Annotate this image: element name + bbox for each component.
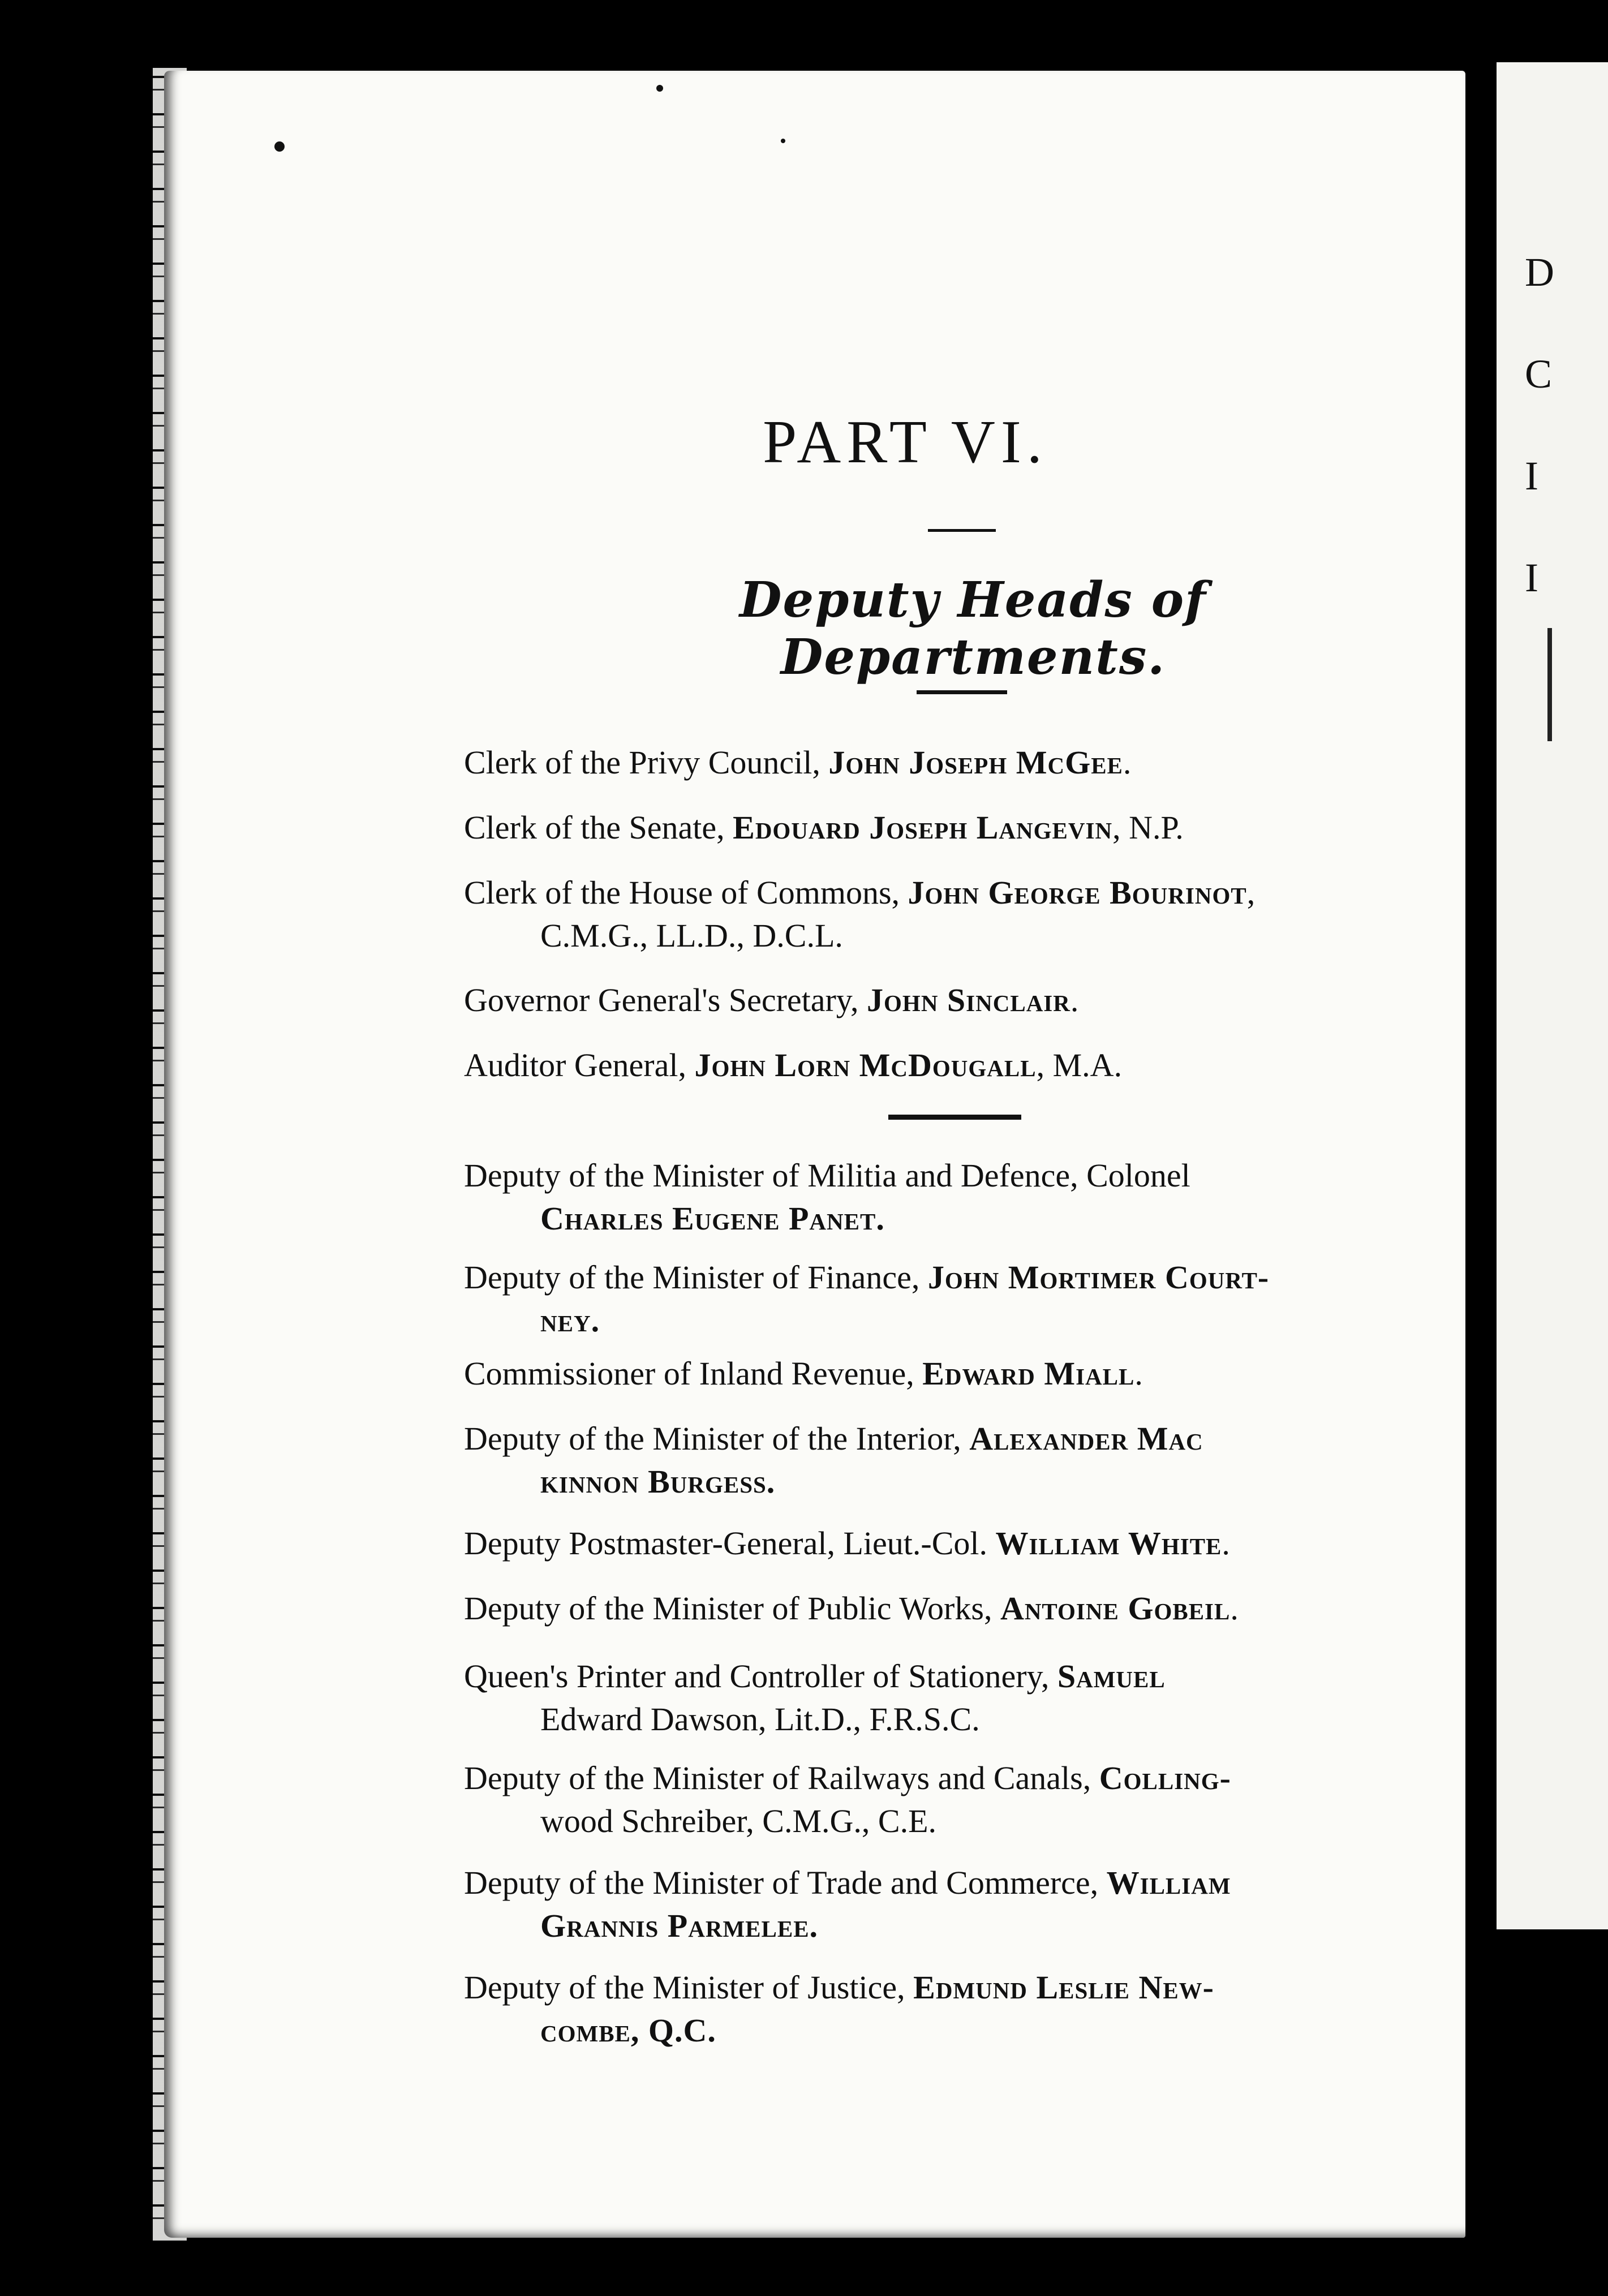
divider [928,529,996,532]
entry-suffix: , [1246,874,1256,911]
part-title: PART VI. [763,409,1048,476]
entry-suffix: . [1222,1525,1230,1562]
entry-name: Alexander Mac [969,1420,1203,1457]
entry-name: Edouard Joseph Langevin [733,809,1113,846]
entry-queens-printer [464,1655,1448,1741]
entry-militia-defence [464,1154,1448,1240]
entry-office: Deputy Postmaster-General, Lieut.-Col. [464,1525,996,1562]
entry-office: Auditor General, [464,1047,695,1083]
entry-name: Samuel [1057,1658,1166,1695]
entry-governor-general-secretary [464,979,1448,1022]
entry-office: Deputy of the Minister of Trade and Commerce, [464,1864,1107,1901]
entry-postmaster [464,1522,1448,1565]
adjacent-page-letter: C [1525,351,1553,397]
entry-continuation: combe, Q.C. [540,2012,716,2049]
entry-continuation: Grannis Parmelee. [540,1907,819,1944]
entry-continuation: Edward Dawson, Lit.D., F.R.S.C. [540,1701,980,1738]
entry-privy-council-clerk [464,741,1448,784]
entry-senate-clerk [464,806,1448,849]
entry-name: John Sinclair [867,982,1070,1018]
entry-suffix: . [1070,982,1079,1018]
entry-continuation: C.M.G., LL.D., D.C.L. [540,917,843,954]
entry-inland-revenue [464,1352,1448,1395]
entry-suffix: . [1134,1355,1143,1392]
entry-name: Edmund Leslie New- [913,1969,1214,2006]
scan-speck [656,85,663,92]
entry-name: John Joseph McGee [828,744,1123,781]
entry-office: Deputy of the Minister of Militia and Defence, [464,1157,1087,1194]
entry-continuation: ney. [540,1302,600,1339]
divider [888,1115,1021,1120]
entry-name: William White [995,1525,1222,1562]
entry-name: Edward Miall [922,1355,1135,1392]
scan-speck [781,139,785,143]
entry-office: Deputy of the Minister of the Interior, [464,1420,970,1457]
entry-name: Antoine Gobeil [1000,1590,1231,1627]
entry-office: Governor General's Secretary, [464,982,867,1018]
entry-suffix: . [1230,1590,1239,1627]
entry-name: John Lorn McDougall [694,1047,1037,1083]
entry-finance [464,1256,1448,1342]
entry-name: Colonel [1086,1157,1190,1194]
entry-office: Deputy of the Minister of Railways and Canals, [464,1760,1099,1796]
adjacent-page-letter: I [1525,453,1538,498]
entry-public-works [464,1587,1448,1630]
entry-auditor-general [464,1044,1448,1087]
entry-office: Clerk of the Privy Council, [464,744,829,781]
entry-office: Clerk of the Senate, [464,809,733,846]
adjacent-page-letter: D [1525,250,1554,295]
entry-office: Clerk of the House of Commons, [464,874,908,911]
entry-commons-clerk [464,871,1448,957]
entry-suffix: , N.P. [1112,809,1184,846]
entry-continuation: Charles Eugene Panet. [540,1200,885,1237]
entry-office: Commissioner of Inland Revenue, [464,1355,923,1392]
entry-justice [464,1966,1448,2052]
section-title: Deputy Heads of Departments. [739,571,1207,686]
entry-office: Deputy of the Minister of Justice, [464,1969,914,2006]
scan-speck [274,141,285,152]
adjacent-page-letter: I [1525,555,1538,600]
entry-suffix: . [1123,744,1132,781]
entry-office: Deputy of the Minister of Public Works, [464,1590,1000,1627]
entry-trade-commerce [464,1861,1448,1947]
entry-office: Deputy of the Minister of Finance, [464,1259,928,1296]
entry-name: John Mortimer Court- [927,1259,1270,1296]
entry-continuation: kinnon Burgess. [540,1463,776,1500]
entry-railways-canals [464,1757,1448,1843]
entry-suffix: , M.A. [1036,1047,1123,1083]
entry-interior [464,1417,1448,1503]
divider [917,690,1007,694]
entry-name: John George Bourinot [908,874,1247,911]
entry-name: William [1106,1864,1231,1901]
entry-name: Colling- [1099,1760,1231,1796]
entry-continuation: wood Schreiber, C.M.G., C.E. [540,1803,937,1839]
entry-office: Queen's Printer and Controller of Stationery, [464,1658,1057,1695]
